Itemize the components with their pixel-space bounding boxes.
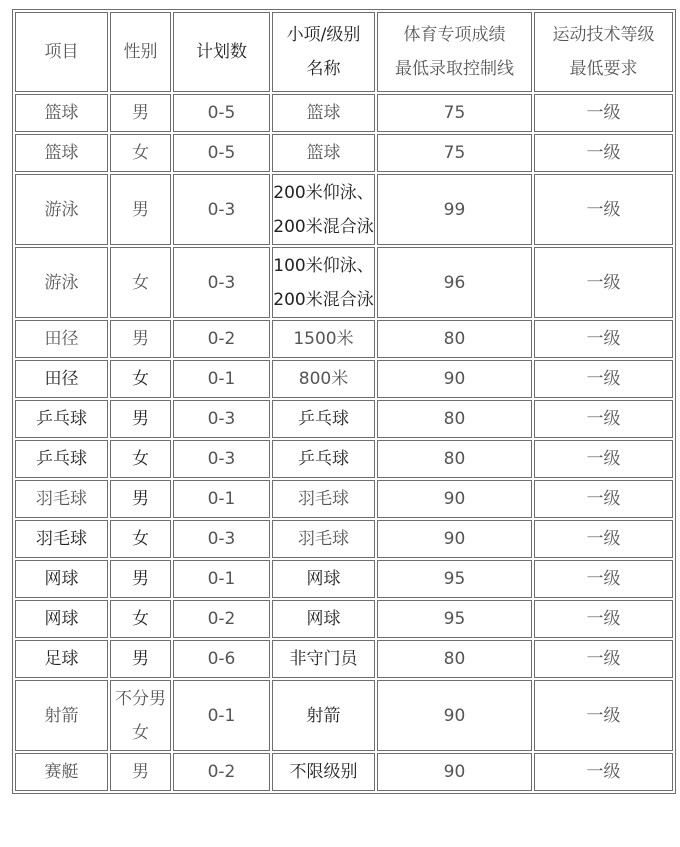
project-cell: 乒乓球: [15, 400, 108, 438]
subitem-cell-line: 1500米: [293, 329, 354, 349]
level-cell: 一级: [534, 680, 673, 751]
subitem-cell-line: 网球: [306, 569, 341, 589]
project-cell: 足球: [15, 640, 108, 678]
score-cell: 75: [377, 134, 532, 172]
table-row: [15, 134, 673, 172]
table-body: [15, 12, 673, 791]
plan-cell: 0-3: [173, 400, 270, 438]
header-score-line2: 最低录取控制线: [395, 59, 514, 79]
gender-cell-line: 女: [132, 722, 149, 743]
project-cell: 田径: [15, 360, 108, 398]
project-cell: 射箭: [15, 680, 108, 751]
gender-cell: 女: [110, 600, 171, 638]
table-row: [15, 560, 673, 598]
table-row: [15, 94, 673, 132]
plan-cell: 0-3: [173, 440, 270, 478]
gender-cell: 男: [110, 753, 171, 791]
subitem-cell: [272, 247, 375, 318]
table-row: [15, 400, 673, 438]
score-cell: 99: [377, 174, 532, 245]
table-row: [15, 174, 673, 245]
gender-cell-line: 不分男: [115, 688, 166, 709]
subitem-cell: [272, 520, 375, 558]
subitem-cell: [272, 134, 375, 172]
table-row: [15, 480, 673, 518]
table-container: [12, 9, 676, 794]
level-cell: 一级: [534, 640, 673, 678]
subitem-cell: [272, 94, 375, 132]
score-cell: 90: [377, 680, 532, 751]
subitem-cell-line: 非守门员: [289, 649, 358, 669]
level-cell: 一级: [534, 400, 673, 438]
subitem-cell: [272, 320, 375, 358]
subitem-cell: [272, 440, 375, 478]
plan-cell: 0-3: [173, 174, 270, 245]
gender-cell: 女: [110, 520, 171, 558]
admission-table: [12, 9, 676, 794]
project-cell: 游泳: [15, 247, 108, 318]
subitem-cell-line: 乒乓球: [298, 449, 349, 469]
gender-cell: 女: [110, 134, 171, 172]
score-cell: 90: [377, 520, 532, 558]
subitem-cell: [272, 400, 375, 438]
subitem-cell-line: 篮球: [306, 143, 341, 163]
score-cell: 95: [377, 600, 532, 638]
header-level-line1: 运动技术等级: [552, 25, 655, 45]
subitem-cell-line: 100米仰泳、: [273, 255, 374, 276]
score-cell: 96: [377, 247, 532, 318]
level-cell: 一级: [534, 440, 673, 478]
subitem-cell-line: 网球: [306, 609, 341, 629]
subitem-cell-line: 200米仰泳、: [273, 182, 374, 203]
gender-cell: 男: [110, 94, 171, 132]
subitem-cell-line: 800米: [298, 369, 349, 389]
plan-cell: 0-1: [173, 360, 270, 398]
subitem-cell-line: 羽毛球: [298, 529, 349, 549]
level-cell: 一级: [534, 174, 673, 245]
score-cell: 80: [377, 400, 532, 438]
header-plan: 计划数: [173, 12, 270, 92]
plan-cell: 0-5: [173, 134, 270, 172]
plan-cell: 0-1: [173, 680, 270, 751]
level-cell: 一级: [534, 320, 673, 358]
header-subitem-line1: 小项/级别: [286, 25, 361, 45]
level-cell: 一级: [534, 247, 673, 318]
project-cell: 赛艇: [15, 753, 108, 791]
gender-cell: 男: [110, 400, 171, 438]
subitem-cell-line: 射箭: [306, 705, 341, 726]
score-cell: 95: [377, 560, 532, 598]
gender-cell: 男: [110, 640, 171, 678]
header-row: [15, 12, 673, 92]
score-cell: 75: [377, 94, 532, 132]
plan-cell: 0-5: [173, 94, 270, 132]
plan-cell: 0-3: [173, 520, 270, 558]
level-cell: 一级: [534, 600, 673, 638]
subitem-cell-line: 不限级别: [289, 762, 358, 782]
level-cell: 一级: [534, 560, 673, 598]
project-cell: 篮球: [15, 134, 108, 172]
plan-cell: 0-2: [173, 600, 270, 638]
gender-cell: 女: [110, 440, 171, 478]
table-row: [15, 753, 673, 791]
gender-cell: 男: [110, 174, 171, 245]
subitem-cell: [272, 680, 375, 751]
project-cell: 羽毛球: [15, 480, 108, 518]
score-cell: 90: [377, 753, 532, 791]
header-level-line2: 最低要求: [569, 59, 638, 79]
table-row: [15, 520, 673, 558]
subitem-cell-line: 200米混合泳: [273, 289, 374, 310]
level-cell: 一级: [534, 360, 673, 398]
gender-cell: 男: [110, 320, 171, 358]
score-cell: 90: [377, 480, 532, 518]
table-row: [15, 600, 673, 638]
level-cell: 一级: [534, 134, 673, 172]
score-cell: 80: [377, 640, 532, 678]
level-cell: 一级: [534, 753, 673, 791]
score-cell: 80: [377, 320, 532, 358]
plan-cell: 0-1: [173, 480, 270, 518]
gender-cell: 男: [110, 560, 171, 598]
subitem-cell-line: 乒乓球: [298, 409, 349, 429]
table-row: [15, 320, 673, 358]
plan-cell: 0-2: [173, 753, 270, 791]
gender-cell: 女: [110, 247, 171, 318]
table-row: [15, 440, 673, 478]
gender-cell: [110, 680, 171, 751]
subitem-cell: [272, 753, 375, 791]
score-cell: 80: [377, 440, 532, 478]
header-project: 项目: [15, 12, 108, 92]
plan-cell: 0-2: [173, 320, 270, 358]
project-cell: 田径: [15, 320, 108, 358]
header-subitem: [272, 12, 375, 92]
header-score: [377, 12, 532, 92]
table-row: [15, 247, 673, 318]
level-cell: 一级: [534, 94, 673, 132]
subitem-cell: [272, 360, 375, 398]
header-subitem-line2: 名称: [306, 59, 341, 79]
subitem-cell: [272, 480, 375, 518]
subitem-cell-line: 篮球: [306, 103, 341, 123]
level-cell: 一级: [534, 480, 673, 518]
table-row: [15, 680, 673, 751]
header-level: [534, 12, 673, 92]
project-cell: 网球: [15, 560, 108, 598]
project-cell: 篮球: [15, 94, 108, 132]
gender-cell: 男: [110, 480, 171, 518]
level-cell: 一级: [534, 520, 673, 558]
subitem-cell: [272, 600, 375, 638]
plan-cell: 0-3: [173, 247, 270, 318]
subitem-cell-line: 200米混合泳: [273, 216, 374, 237]
plan-cell: 0-6: [173, 640, 270, 678]
subitem-cell: [272, 560, 375, 598]
table-row: [15, 360, 673, 398]
project-cell: 乒乓球: [15, 440, 108, 478]
subitem-cell: [272, 174, 375, 245]
gender-cell: 女: [110, 360, 171, 398]
header-score-line1: 体育专项成绩: [403, 25, 506, 45]
plan-cell: 0-1: [173, 560, 270, 598]
project-cell: 游泳: [15, 174, 108, 245]
project-cell: 网球: [15, 600, 108, 638]
project-cell: 羽毛球: [15, 520, 108, 558]
subitem-cell: [272, 640, 375, 678]
table-row: [15, 640, 673, 678]
score-cell: 90: [377, 360, 532, 398]
subitem-cell-line: 羽毛球: [298, 489, 349, 509]
header-gender: 性别: [110, 12, 171, 92]
